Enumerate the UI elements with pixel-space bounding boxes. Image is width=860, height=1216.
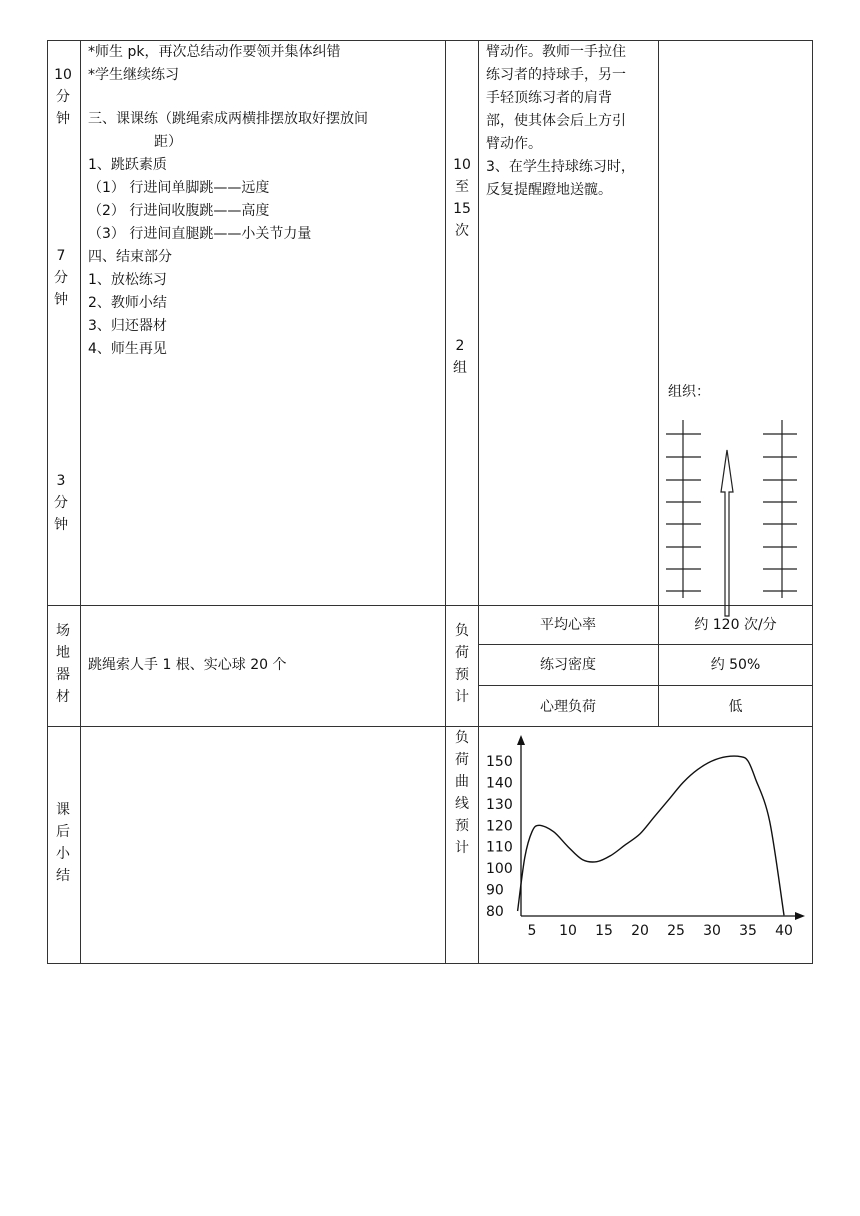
header-char: 负 [455,730,469,746]
x-tick-label: 25 [667,923,685,939]
content-line: （2） 行进间收腹跳——高度 [88,203,270,219]
method-line: 3、在学生持球练习时， [486,159,635,175]
time-char: 分 [54,495,68,511]
reps-char: 2 [455,338,465,354]
load-label-mental: 心理负荷 [540,699,596,715]
heart-rate-chart [479,727,812,963]
load-label-density: 练习密度 [540,657,596,673]
header-char: 荷 [455,645,469,661]
reps-char: 15 [453,201,471,217]
time-char: 分 [56,89,70,105]
y-tick-label: 80 [486,904,504,920]
content-line: *学生继续练习 [88,67,179,83]
x-tick-label: 40 [775,923,793,939]
time-char: 10 [54,67,72,83]
header-char: 线 [455,796,469,812]
reps-10-15 [452,154,472,242]
header-char: 预 [455,667,469,683]
header-char: 预 [455,818,469,834]
content-line: 4、师生再见 [88,341,167,357]
y-tick-label: 110 [486,839,513,856]
header-char: 后 [56,824,70,840]
content-line: 三、课课练（跳绳索成两横排摆放取好摆放间 [88,111,368,127]
content-line: 2、教师小结 [88,295,167,311]
load-header [452,620,472,708]
x-tick-label: 35 [739,923,757,939]
load-value-density: 约 50% [710,657,761,673]
lesson-plan-table [47,40,813,964]
header-char: 器 [56,667,70,683]
direction-arrow [721,450,733,616]
x-tick-label: 20 [631,923,649,939]
time-char: 3 [56,473,66,489]
header-char: 计 [455,840,469,856]
header-char: 场 [56,623,70,639]
load-value-heart-rate: 约 120 次/分 [694,617,777,633]
header-char: 材 [56,689,70,705]
reps-2-groups [450,335,470,379]
time-3-min [51,470,71,536]
load-row-divider-2 [478,685,813,686]
border-right [812,40,813,964]
col-divider-2 [445,40,446,964]
method-line: 练习者的持球手，另一 [486,67,626,83]
time-char: 分 [54,270,68,286]
border-bottom [47,963,813,964]
reps-char: 10 [453,157,471,173]
equipment-header [53,620,73,708]
content-line: 1、跳跃素质 [88,157,167,173]
time-char: 7 [56,248,66,264]
header-char: 课 [56,802,70,818]
time-char: 钟 [56,111,70,127]
x-tick-label: 30 [703,923,721,939]
curve-header [452,727,472,859]
x-tick-label: 5 [527,923,537,939]
method-line: 反复提醒蹬地送髋。 [486,182,612,198]
load-label-heart-rate: 平均心率 [540,617,596,633]
time-7-min [51,245,71,311]
content-line: *师生 pk，再次总结动作要领并集体纠错 [88,44,341,60]
header-char: 结 [56,868,70,884]
x-tick-label: 15 [595,923,613,939]
y-tick-label: 130 [486,796,513,813]
x-tick-label: 10 [559,923,577,939]
reps-char: 组 [453,360,467,376]
reps-char: 次 [455,223,469,239]
header-char: 小 [56,846,70,862]
heart-rate-curve [518,756,784,915]
header-char: 曲 [455,774,469,790]
content-line: 3、归还器材 [88,318,167,334]
summary-header [53,799,73,887]
y-tick-label: 90 [486,882,504,899]
x-axis-arrow [795,912,805,920]
student-marks-right [763,434,797,591]
y-axis-arrow [517,735,525,745]
y-tick-label: 100 [486,861,513,878]
content-line: （3） 行进间直腿跳——小关节力量 [88,226,312,242]
organization-label: 组织： [668,384,710,400]
content-line: 四、结束部分 [88,249,172,265]
load-row-divider-1 [478,644,813,645]
method-line: 部，使其体会后上方引 [486,113,626,129]
y-tick-label: 120 [486,818,513,835]
load-value-mental: 低 [728,699,743,715]
equipment-text: 跳绳索人手 1 根、实心球 20 个 [88,657,287,673]
header-char: 负 [455,623,469,639]
method-line: 手轻顶练习者的肩背 [486,90,612,106]
header-char: 计 [455,689,469,705]
header-char: 地 [56,645,70,661]
border-left [47,40,48,964]
y-tick-label: 140 [486,775,513,792]
reps-char: 至 [455,179,469,195]
header-char: 荷 [455,752,469,768]
organization-diagram [659,410,809,620]
time-char: 钟 [54,517,68,533]
content-line: 1、放松练习 [88,272,167,288]
content-line: 距） [154,134,182,150]
y-tick-label: 150 [486,754,513,770]
time-char: 钟 [54,292,68,308]
method-line: 臂动作。 [486,136,542,152]
col-divider-1 [80,40,81,964]
content-line: （1） 行进间单脚跳——远度 [88,180,270,196]
time-10-min [53,64,73,130]
method-line: 臂动作。教师一手拉住 [486,44,626,60]
